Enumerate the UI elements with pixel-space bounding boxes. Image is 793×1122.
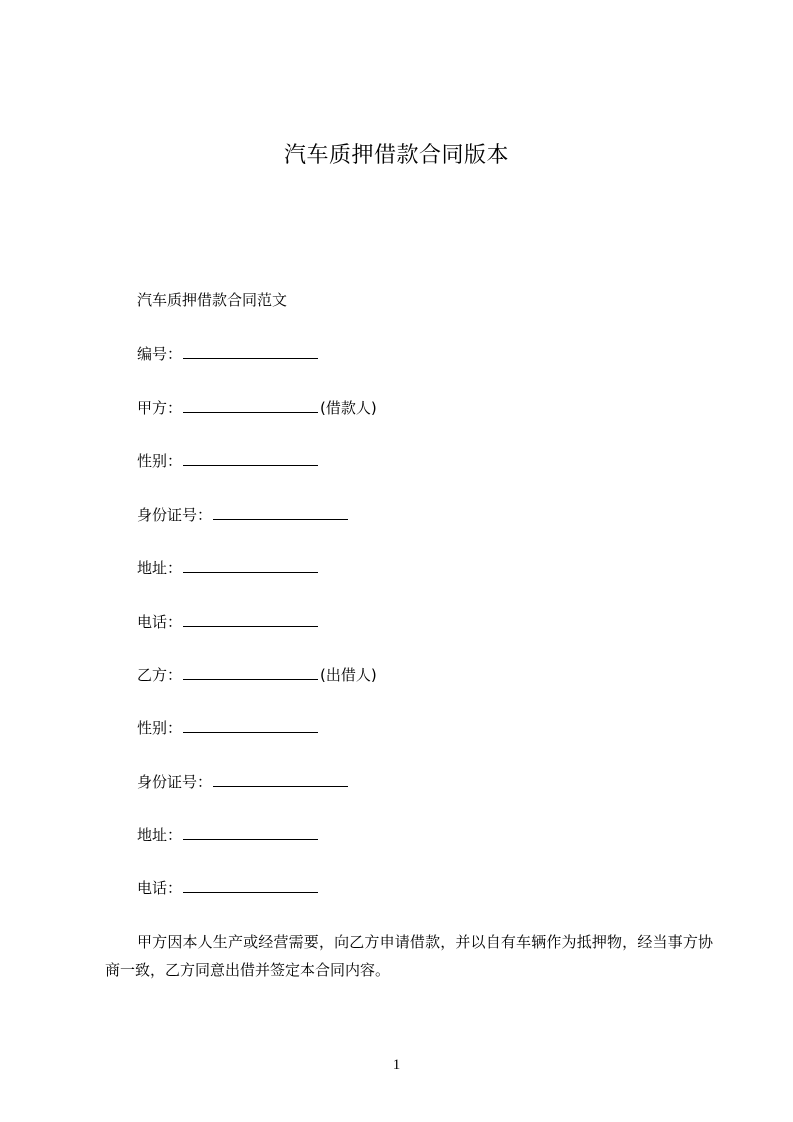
field-label: 甲方： — [137, 399, 183, 417]
field-party-b-phone — [137, 877, 318, 899]
blank-line — [183, 824, 318, 840]
page-number: 1 — [392, 1057, 401, 1073]
field-party-b-gender — [137, 717, 318, 739]
document-subtitle: 汽车质押借款合同范文 — [137, 291, 288, 309]
field-party-a-address — [137, 557, 318, 579]
field-party-a-phone — [137, 611, 318, 633]
field-label: 身份证号： — [137, 506, 213, 524]
field-label: 地址： — [137, 826, 183, 844]
field-label: 乙方： — [137, 666, 183, 684]
blank-line — [183, 343, 318, 359]
field-party-a-gender — [137, 450, 318, 472]
document-title: 汽车质押借款合同版本 — [283, 143, 509, 168]
blank-line — [183, 611, 318, 627]
blank-line — [183, 450, 318, 466]
blank-line — [183, 877, 318, 893]
blank-line — [183, 397, 318, 413]
field-party-a-id — [137, 504, 348, 526]
field-party-b-address — [137, 824, 318, 846]
field-label: 电话： — [137, 879, 183, 897]
field-party-b — [137, 664, 377, 686]
field-party-b-id — [137, 771, 348, 793]
blank-line — [213, 504, 348, 520]
field-label: 性别： — [137, 719, 183, 737]
blank-line — [183, 717, 318, 733]
field-party-a — [137, 397, 377, 419]
role-label: (借款人) — [320, 399, 377, 417]
field-contract-number — [137, 343, 318, 365]
field-label: 地址： — [137, 559, 183, 577]
blank-line — [183, 557, 318, 573]
body-paragraph: 甲方因本人生产或经营需要，向乙方申请借款，并以自有车辆作为抵押物，经当事方协商一致，乙方同意出借并签定本合同内容。 — [105, 933, 713, 979]
blank-line — [183, 664, 318, 680]
field-label: 身份证号： — [137, 773, 213, 791]
blank-line — [213, 771, 348, 787]
field-label: 性别： — [137, 452, 183, 470]
field-label: 电话： — [137, 613, 183, 631]
role-label: (出借人) — [320, 666, 377, 684]
field-label: 编号： — [137, 345, 183, 363]
